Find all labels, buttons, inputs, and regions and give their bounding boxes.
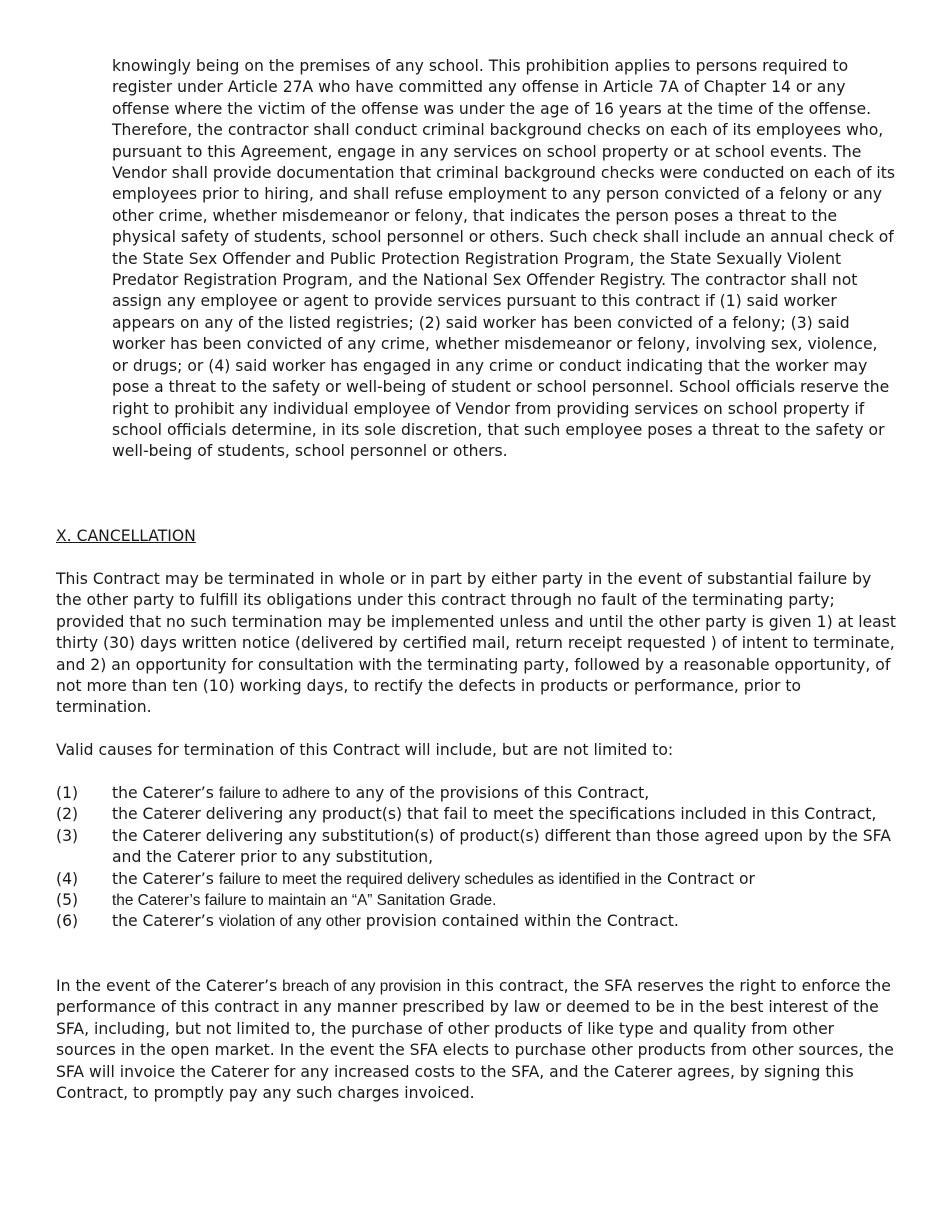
list-item: (1) the Caterer’s failure to adhere to any of the provisions of this Contract, <box>56 783 898 804</box>
list-item-number: (5) <box>56 891 79 910</box>
termination-paragraph: This Contract may be terminated in whole or in part by either party in the event of substantial failure by the other party to fulfill its obligations under this contract through no fault of the terminating party; provided that no such termination may be implemented unless and until the other party is given 1) at least thirty (30) days written notice (delivered by certified mail, return receipt requested ) of intent to terminate, and 2) an opportunity for consultation with the terminating party, followed by a reasonable opportunity, of not more than ten (10) working days, to rectify the defects in products or performance, prior to termination. <box>56 570 896 717</box>
list-item: (2) the Caterer delivering any product(s) that fail to meet the specifications included in this Contract, <box>56 804 898 825</box>
list-item-number: (2) <box>56 805 79 824</box>
list-item: (3) the Caterer delivering any substitution(s) of product(s) different than those agreed upon by the SFA and the Caterer prior to any substitution, <box>56 826 891 867</box>
list-item: (5) the Caterer’s failure to maintain an “A” Sanitation Grade. <box>56 890 898 911</box>
list-item: (6) the Caterer’s violation of any other provision contained within the Contract. <box>56 911 898 932</box>
list-item-number: (4) <box>56 869 79 888</box>
valid-causes-intro: Valid causes for termination of this Contract will include, but are not limited to: <box>56 741 674 759</box>
list-item-number: (1) <box>56 784 79 802</box>
list-item-number: (3) <box>56 826 79 845</box>
list-item: (4) the Caterer’s failure to meet the required delivery schedules as identified in the Contract or <box>56 869 898 890</box>
list-item-number: (6) <box>56 912 79 931</box>
termination-causes-list <box>56 783 898 933</box>
breach-paragraph: In the event of the Caterer’s breach of any provision in this contract, the SFA reserves the right to enforce the performance of this contract in any manner prescribed by law or deemed to be in the best interest of the SFA, including, but not limited to, the purchase of other products of like type and quality from other sources in the open market. In the event the SFA elects to purchase other products from other sources, the SFA will invoice the Caterer for any increased costs to the SFA, and the Caterer agrees, by signing this Contract, to promptly pay any such charges invoiced. <box>56 977 894 1103</box>
section-heading-cancellation: X. CANCELLATION <box>56 527 196 545</box>
background-check-paragraph: knowingly being on the premises of any school. This prohibition applies to persons required to register under Article 27A who have committed any offense in Article 7A of Chapter 14 or any offense where the victim of the offense was under the age of 16 years at the time of the offense. Therefore, the contractor shall conduct criminal background checks on each of its employees who, pursuant to this Agreement, engage in any services on school property or at school events. The Vendor shall provide documentation that criminal background checks were conducted on each of its employees prior to hiring, and shall refuse employment to any person convicted of a felony or any other crime, whether misdemeanor or felony, that indicates the person poses a threat to the physical safety of students, school personnel or others. Such check shall include an annual check of the State Sex Offender and Public Protection Registration Program, the State Sexually Violent Predator Registration Program, and the National Sex Offender Registry. The contractor shall not assign any employee or agent to provide services pursuant to this contract if (1) said worker appears on any of the listed registries; (2) said worker has been convicted of a felony; (3) said worker has been convicted of any crime, whether misdemeanor or felony, involving sex, violence, or drugs; or (4) said worker has engaged in any crime or conduct indicating that the worker may pose a threat to the safety or well-being of student or school personnel. School officials reserve the right to prohibit any individual employee of Vendor from providing services on school property if school officials determine, in its sole discretion, that such employee poses a threat to the safety or well-being of students, school personnel or others. <box>112 57 895 461</box>
